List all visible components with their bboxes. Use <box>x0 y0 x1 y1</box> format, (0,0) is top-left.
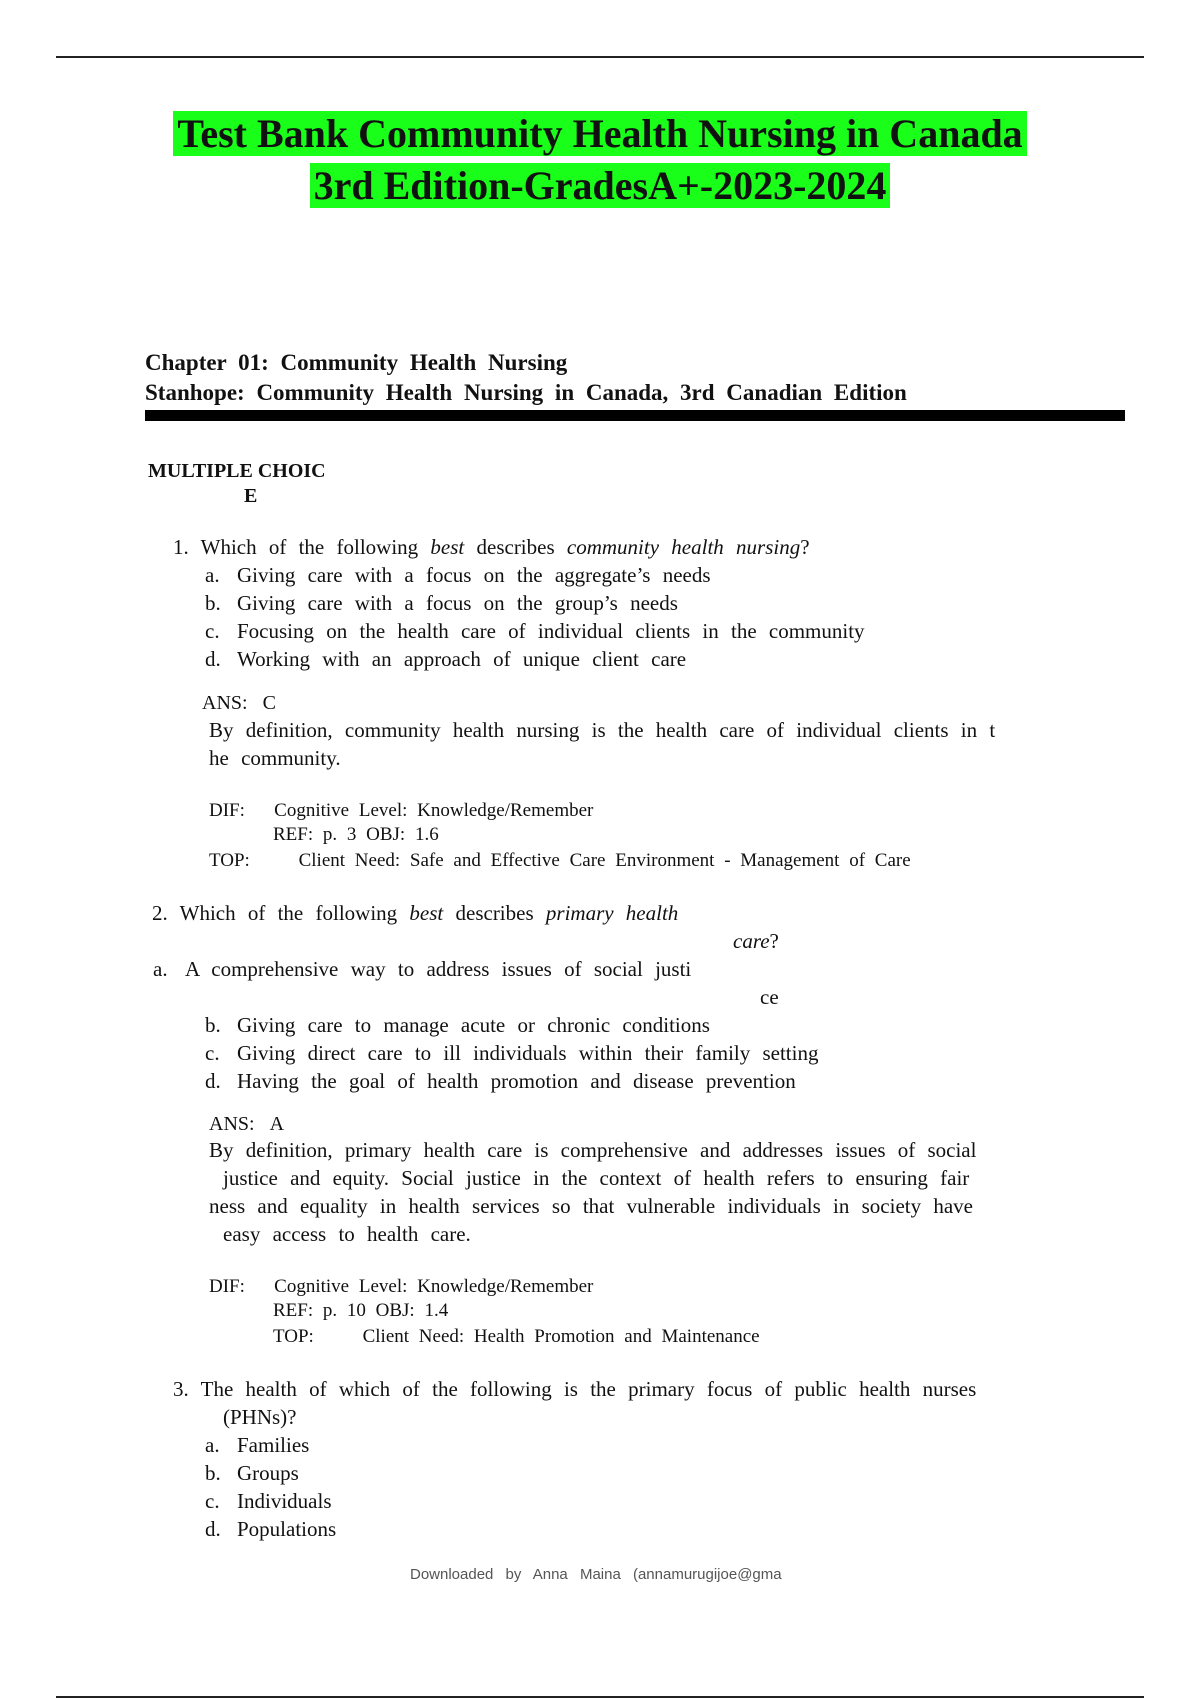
q2-reference: REF: p. 10 OBJ: 1.4 <box>273 1300 449 1321</box>
q1-explanation-line-2: he community. <box>209 746 341 770</box>
question-2: 2. Which of the following best describes primary health <box>152 901 679 925</box>
section-label-wrap: E <box>244 485 258 507</box>
section-label: MULTIPLE CHOIC <box>148 460 326 482</box>
question-3: 3. The health of which of the following is the primary focus of public health nurses <box>173 1377 977 1401</box>
q2-option-a: a. A comprehensive way to address issues of social justi <box>153 957 692 981</box>
book-heading: Stanhope: Community Health Nursing in Canada, 3rd Canadian Edition <box>145 380 907 405</box>
q3-option-d: d. Populations <box>205 1517 337 1541</box>
q2-option-b: b. Giving care to manage acute or chronic conditions <box>205 1013 710 1037</box>
q3-option-b: b. Groups <box>205 1461 299 1485</box>
title-line-2: 3rd Edition-GradesA+-2023-2024 <box>310 163 891 208</box>
question-2-wrap: care? <box>733 929 779 953</box>
q2-option-d: d. Having the goal of health promotion and disease prevention <box>205 1069 796 1093</box>
question-1: 1. Which of the following best describes community health nursing? <box>173 535 810 559</box>
q2-answer: ANS: A <box>209 1113 285 1135</box>
title-line-1: Test Bank Community Health Nursing in Canada <box>173 111 1026 156</box>
download-footer: Downloaded by Anna Maina (annamurugijoe@gma <box>410 1566 782 1583</box>
section-divider <box>145 410 1125 421</box>
question-number: 3. <box>173 1377 189 1401</box>
q1-option-a: a. Giving care with a focus on the aggregate’s needs <box>205 563 711 587</box>
q2-difficulty: DIF: Cognitive Level: Knowledge/Remember <box>209 1276 594 1297</box>
q2-explanation-line-3: ness and equality in health services so that vulnerable individuals in society have <box>209 1194 973 1218</box>
q1-option-c: c. Focusing on the health care of individual clients in the community <box>205 619 865 643</box>
q2-option-c: c. Giving direct care to ill individuals within their family setting <box>205 1041 819 1065</box>
document-title <box>0 108 1200 212</box>
q2-option-a-wrap: ce <box>760 985 779 1009</box>
q2-explanation-line-1: By definition, primary health care is comprehensive and addresses issues of social <box>209 1138 977 1162</box>
q3-option-c: c. Individuals <box>205 1489 332 1513</box>
top-divider <box>56 56 1144 58</box>
q2-topic: TOP: Client Need: Health Promotion and Maintenance <box>273 1326 760 1347</box>
question-3-wrap: (PHNs)? <box>223 1405 297 1429</box>
q1-difficulty: DIF: Cognitive Level: Knowledge/Remember <box>209 800 594 821</box>
q1-topic: TOP: Client Need: Safe and Effective Care Environment - Management of Care <box>209 850 911 871</box>
q2-explanation-line-4: easy access to health care. <box>223 1222 471 1246</box>
q1-explanation-line-1: By definition, community health nursing is the health care of individual clients in t <box>209 718 996 742</box>
q1-option-d: d. Working with an approach of unique client care <box>205 647 687 671</box>
q1-option-b: b. Giving care with a focus on the group’s needs <box>205 591 678 615</box>
q3-option-a: a. Families <box>205 1433 310 1457</box>
bottom-divider <box>56 1696 1144 1698</box>
q1-reference: REF: p. 3 OBJ: 1.6 <box>273 824 439 845</box>
q2-explanation-line-2: justice and equity. Social justice in the context of health refers to ensuring fair <box>223 1166 970 1190</box>
q1-answer: ANS: C <box>202 692 276 714</box>
question-number: 2. <box>152 901 168 925</box>
chapter-heading: Chapter 01: Community Health Nursing <box>145 350 568 375</box>
question-number: 1. <box>173 535 189 559</box>
